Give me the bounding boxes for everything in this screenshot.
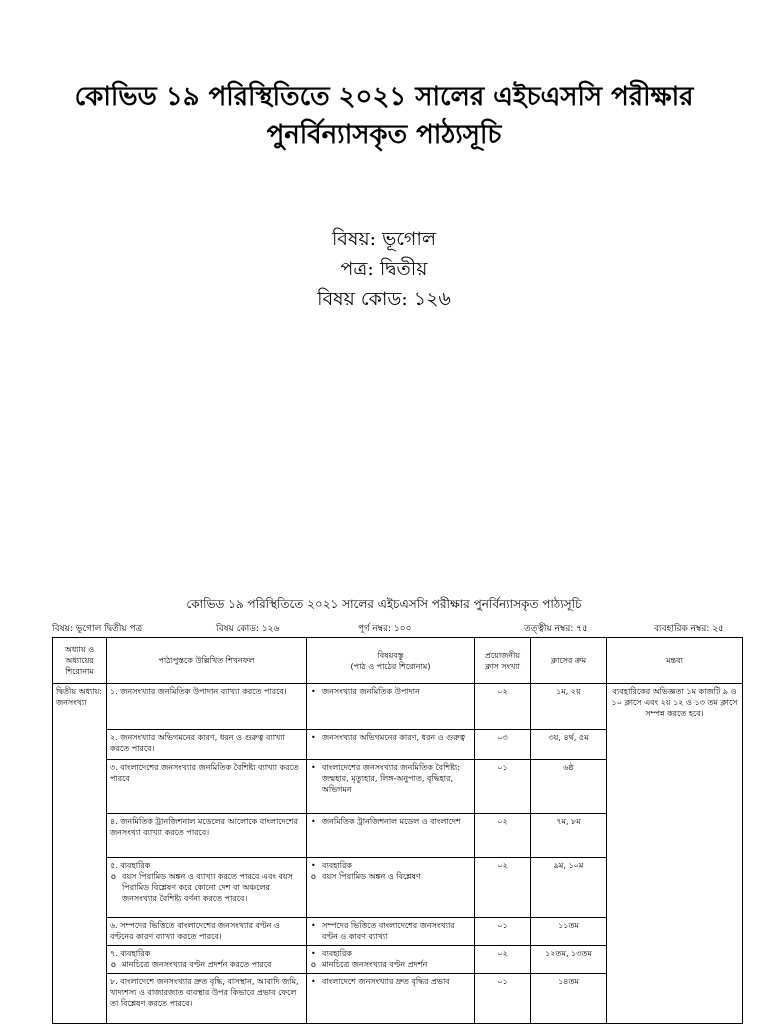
order-cell: ৬ষ্ঠ <box>531 760 607 814</box>
classes-cell: ০২ <box>475 946 531 974</box>
content-text: • ব্যবহারিক <box>310 948 471 959</box>
outcome-cell: ৪. জনমিতিক ট্রানজিশনাল মডেলের আলোকে বাংলাদেশের জনসংখ্যা ব্যাখ্যা করতে পারবে। <box>107 814 307 858</box>
meta-full-marks: পূর্ণ নম্বর: ১০০ <box>358 624 412 634</box>
order-cell: ১১তম <box>531 918 607 946</box>
order-cell: ৭ম, ৮ম <box>531 814 607 858</box>
content-text: • জনমিতিক ট্রানজিশনাল মডেল ও বাংলাদেশ <box>310 816 471 827</box>
table-title: কোভিড ১৯ পরিস্থিতিতে ২০২১ সালের এইচএসসি পরীক্ষার পুনর্বিন্যাসকৃত পাঠ্যসূচি <box>186 597 582 611</box>
meta-practical-marks: ব্যবহারিক নম্বর: ২৫ <box>654 624 724 634</box>
content-cell <box>307 814 475 858</box>
order-cell: ৩য়, ৪র্থ, ৫ম <box>531 730 607 760</box>
col-chapter: অধ্যায় ও অধ্যায়ের শিরোনাম <box>53 638 107 684</box>
content-subtext: o মানচিত্রে জনসংখ্যার বণ্টন প্রদর্শন <box>310 959 471 970</box>
remarks-cell: ব্যবহারিকের অভিজ্ঞতা ১ম কাজটি ৯ ও ১০ ক্লাসে এবং ২য় ১২ ও ১৩ তম ক্লাসে সম্পন্ন করতে হবে। <box>607 684 743 1024</box>
order-cell: ৯ম, ১০ম <box>531 858 607 918</box>
content-cell <box>307 858 475 918</box>
cover-title-line2: পুনর্বিন্যাসকৃত পাঠ্যসূচি <box>266 120 502 150</box>
col-classes: প্রয়োজনীয় ক্লাস সংখ্যা <box>475 638 531 684</box>
content-text: • বাংলাদেশে জনসংখ্যার দ্রুত বৃদ্ধির প্রভাব <box>310 976 471 987</box>
outcome-cell: ৮. বাংলাদেশে জনসংখ্যার দ্রুত বৃদ্ধি, বাসস্থান, আবাদি জমি, খাদ্যশস্য ও বাজারজাত ব্যবস্থার উপর কিভাবে প্রভাব ফেলে তা বিশ্লেষণ করতে পারবে। <box>107 974 307 1024</box>
outcome-cell <box>107 858 307 918</box>
col-outcomes: পাঠ্যপুস্তকে উল্লিখিত শিখনফল <box>107 638 307 684</box>
col-order: ক্লাসের ক্রম <box>531 638 607 684</box>
content-text: • বাংলাদেশের জনসংখ্যার জনমিতিক বৈশিষ্ট্য: জন্মহার, মৃত্যুহার, লিঙ্গ-অনুপাত, বৃদ্ধিহার, অভিগমন <box>310 762 471 795</box>
classes-cell: ০১ <box>475 760 531 814</box>
outcome-cell: ২. জনসংখ্যার অভিগমনের কারণ, ধরন ও গুরুত্ব ব্যাখ্যা করতে পারবে। <box>107 730 307 760</box>
chapter-cell: দ্বিতীয় অধ্যায়: জনসংখ্যা <box>53 684 107 1024</box>
order-cell: ১৪তম <box>531 974 607 1024</box>
meta-subject: বিষয়: ভূগোল দ্বিতীয় পত্র <box>52 624 143 634</box>
outcome-cell: ৬. সম্পদের ভিত্তিতে বাংলাদেশের জনসংখ্যার বণ্টন ও বণ্টনের কারণ ব্যাখ্যা করতে পারবে। <box>107 918 307 946</box>
cover-subject: বিষয়: ভূগোল <box>331 228 437 250</box>
outcome-subtext: o বয়স পিরামিড অঙ্কন ও ব্যাখ্যা করতে পারবে এবং বয়স পিরামিড বিশ্লেষণ করে কোনো দেশ বা অঞ্চলের জনসংখ্যার বৈশিষ্ট্য বর্ণনা করতে পারবে। <box>110 871 303 904</box>
cover-info <box>0 224 768 314</box>
table-header-row <box>53 638 743 684</box>
content-text: • জনসংখ্যার জনমিতিক উপাদান <box>310 686 471 697</box>
syllabus-table <box>52 637 743 1024</box>
outcome-text: ৫. ব্যবহারিক <box>110 861 151 870</box>
meta-row <box>52 621 742 635</box>
order-cell: ১ম, ২য় <box>531 684 607 730</box>
content-text: • সম্পদের ভিত্তিতে বাংলাদেশের জনসংখ্যার বণ্টন ও কারণ ব্যাখ্যা <box>310 920 471 942</box>
content-cell <box>307 974 475 1024</box>
content-text: • ব্যবহারিক <box>310 860 471 871</box>
content-cell <box>307 946 475 974</box>
cover-title <box>0 78 768 154</box>
order-cell: ১২তম, ১৩তম <box>531 946 607 974</box>
col-content-line2: (পাঠ ও পাঠের শিরোনাম) <box>350 661 431 671</box>
outcome-subtext: o মানচিত্রে জনসংখ্যার বণ্টন প্রদর্শন করতে পারবে <box>110 959 303 970</box>
col-remarks: মন্তব্য <box>607 638 743 684</box>
classes-cell: ০২ <box>475 684 531 730</box>
content-subtext: o বয়স পিরামিড অঙ্কন ও বিশ্লেষণ <box>310 871 471 882</box>
outcome-text: ৭. ব্যবহারিক <box>110 949 151 958</box>
classes-cell: ০১ <box>475 918 531 946</box>
classes-cell: ০২ <box>475 814 531 858</box>
content-cell <box>307 918 475 946</box>
content-cell <box>307 760 475 814</box>
col-content-line1: বিষয়বস্তু <box>377 650 404 660</box>
classes-cell: ০২ <box>475 858 531 918</box>
classes-cell: ০১ <box>475 974 531 1024</box>
meta-theory-marks: তত্ত্বীয় নম্বর: ৭৫ <box>524 624 588 634</box>
outcome-cell <box>107 946 307 974</box>
outcome-cell: ১. জনসংখ্যার জনমিতিক উপাদান ব্যাখ্যা করতে পারবে। <box>107 684 307 730</box>
table-row <box>53 684 743 730</box>
outcome-cell: ৩. বাংলাদেশের জনসংখ্যার জনমিতিক বৈশিষ্ট্য ব্যাখ্যা করতে পারবে <box>107 760 307 814</box>
meta-code: বিষয় কোড: ১২৬ <box>216 624 280 634</box>
cover-paper: পত্র: দ্বিতীয় <box>340 258 428 280</box>
classes-cell: ০৩ <box>475 730 531 760</box>
content-cell <box>307 730 475 760</box>
col-content <box>307 638 475 684</box>
content-text: • জনসংখ্যার অভিগমনের কারণ, ধরন ও গুরুত্ব <box>310 732 471 743</box>
content-cell <box>307 684 475 730</box>
cover-code: বিষয় কোড: ১২৬ <box>317 288 451 310</box>
cover-title-line1: কোভিড ১৯ পরিস্থিতিতে ২০২১ সালের এইচএসসি পরীক্ষার <box>74 82 694 112</box>
